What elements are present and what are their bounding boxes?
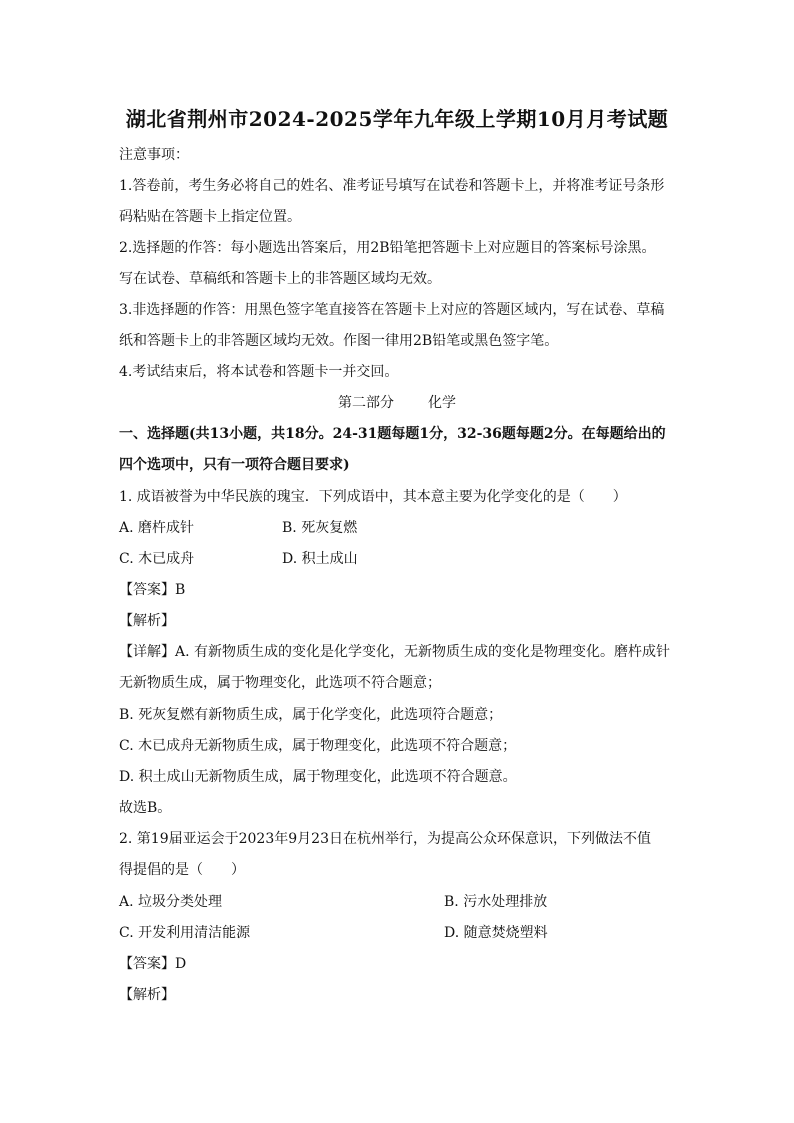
option-d: D. 随意焚烧塑料 bbox=[444, 925, 548, 941]
option-b: B. 污水处理排放 bbox=[444, 894, 548, 910]
page-title: 湖北省荆州市2024-2025学年九年级上学期10月月考试题 bbox=[125, 107, 669, 131]
analysis-label: 【解析】 bbox=[119, 613, 175, 629]
part-heading bbox=[0, 393, 794, 413]
option-a: A. 磨杵成针 bbox=[119, 520, 195, 536]
notes-line: 4.考试结束后，将本试卷和答题卡一并交回。 bbox=[119, 364, 399, 380]
notes-line: 1.答卷前，考生务必将自己的姓名、准考证号填写在试卷和答题卡上，并将准考证号条形 bbox=[119, 178, 665, 194]
detail-line: C. 木已成舟无新物质生成，属于物理变化，此选项不符合题意； bbox=[119, 738, 517, 754]
notes-heading: 注意事项： bbox=[119, 147, 189, 163]
section-heading-cont: 四个选项中，只有一项符合题目要求) bbox=[119, 457, 350, 473]
detail-line: 无新物质生成，属于物理变化，此选项不符合题意； bbox=[119, 675, 441, 691]
option-b: B. 死灰复燃 bbox=[282, 520, 358, 536]
detail-line: B. 死灰复燃有新物质生成，属于化学变化，此选项符合题意； bbox=[119, 707, 503, 723]
question-stem: 2. 第19届亚运会于2023年9月23日在杭州举行，为提高公众环保意识，下列做法不值 bbox=[119, 831, 651, 847]
notes-line: 2.选择题的作答：每小题选出答案后，用2B铅笔把答题卡上对应题目的答案标号涂黑。 bbox=[119, 240, 656, 256]
option-a: A. 垃圾分类处理 bbox=[119, 894, 223, 910]
option-c: C. 开发利用清洁能源 bbox=[119, 925, 251, 941]
question-stem-cont: 得提倡的是（ ） bbox=[119, 862, 245, 878]
notes-line: 写在试卷、草稿纸和答题卡上的非答题区域均无效。 bbox=[119, 271, 441, 287]
notes-line: 码粘贴在答题卡上指定位置。 bbox=[119, 209, 301, 225]
part-label: 第二部分 bbox=[338, 395, 394, 411]
detail-line: 【详解】A. 有新物质生成的变化是化学变化，无新物质生成的变化是物理变化。磨杵成针 bbox=[119, 644, 671, 660]
question-stem: 1. 成语被誉为中华民族的瑰宝．下列成语中，其本意主要为化学变化的是（ ） bbox=[119, 489, 627, 505]
detail-line: D. 积土成山无新物质生成，属于物理变化，此选项不符合题意。 bbox=[119, 769, 517, 785]
notes-line: 纸和答题卡上的非答题区域均无效。作图一律用2B铅笔或黑色签字笔。 bbox=[119, 333, 559, 349]
part-subject: 化学 bbox=[428, 395, 456, 411]
analysis-label: 【解析】 bbox=[119, 987, 175, 1003]
conclusion-line: 故选B。 bbox=[119, 800, 172, 816]
answer-label: 【答案】B bbox=[119, 582, 186, 598]
answer-label: 【答案】D bbox=[119, 956, 187, 972]
section-heading: 一、选择题(共13小题，共18分。24-31题每题1分，32-36题每题2分。在每题给出的 bbox=[119, 426, 666, 442]
notes-line: 3.非选择题的作答：用黑色签字笔直接答在答题卡上对应的答题区域内，写在试卷、草稿 bbox=[119, 302, 665, 318]
option-c: C. 木已成舟 bbox=[119, 551, 195, 567]
option-d: D. 积土成山 bbox=[282, 551, 358, 567]
